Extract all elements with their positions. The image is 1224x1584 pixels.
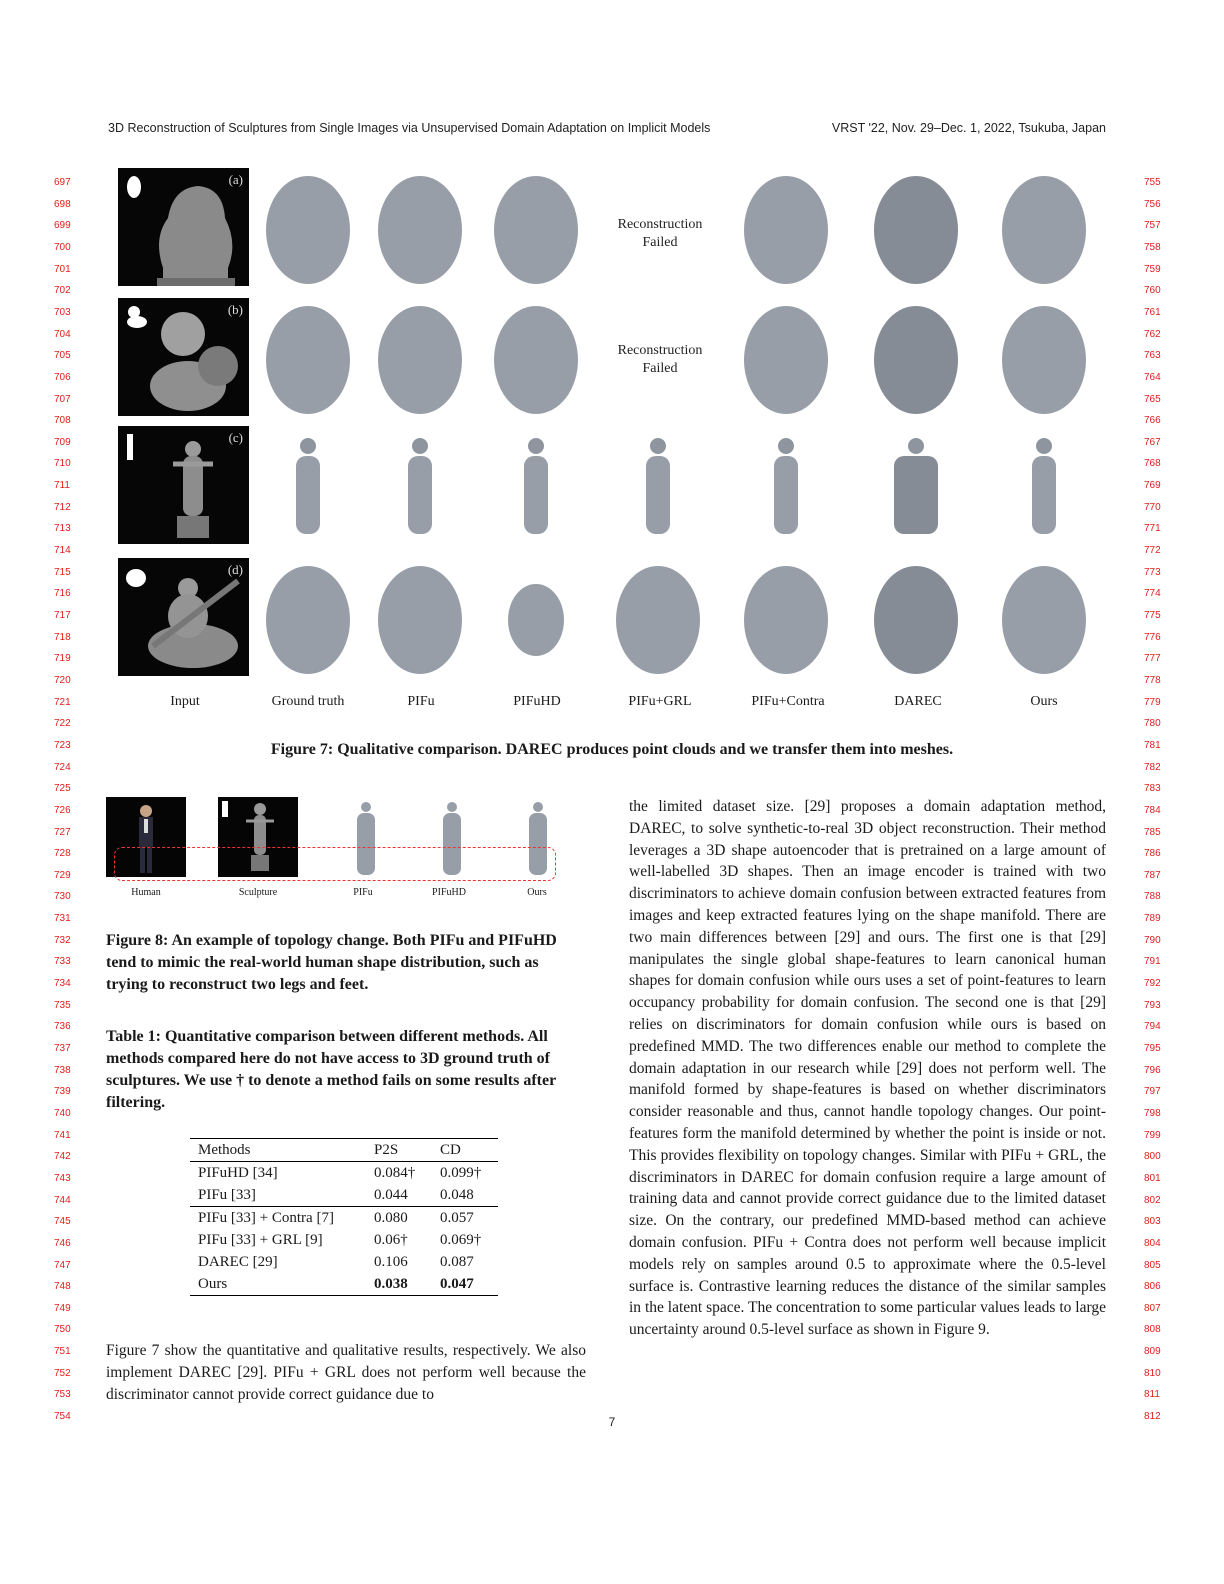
reconstruction-mesh	[744, 566, 828, 674]
line-number: 736	[54, 1021, 71, 1033]
line-number: 727	[54, 826, 71, 838]
line-number: 808	[1144, 1324, 1161, 1336]
reconstruction-mesh	[524, 438, 548, 534]
body-text-left: Figure 7 show the quantitative and qualitative results, respectively. We also implement DAREC [29]. PIFu + GRL does not perform well because the discriminator cannot provide correct guidance due to	[106, 1342, 586, 1403]
line-number: 751	[54, 1346, 71, 1358]
line-number: 777	[1144, 653, 1161, 665]
line-number: 798	[1144, 1107, 1161, 1119]
line-number: 724	[54, 761, 71, 773]
line-number: 742	[54, 1151, 71, 1163]
row-label-a: (a)	[228, 172, 243, 187]
line-number: 786	[1144, 848, 1161, 860]
line-number: 702	[54, 285, 71, 297]
line-number: 706	[54, 371, 71, 383]
line-number: 707	[54, 393, 71, 405]
line-number: 718	[54, 631, 71, 643]
failed-label-a: Reconstruction Failed	[617, 217, 703, 250]
line-number: 805	[1144, 1259, 1161, 1271]
running-header-venue: VRST '22, Nov. 29–Dec. 1, 2022, Tsukuba, Japan	[831, 121, 1106, 135]
reconstruction-mesh	[1002, 176, 1086, 284]
label-ours: Ours	[527, 887, 547, 898]
label-human: Human	[131, 887, 161, 898]
line-number: 762	[1144, 328, 1161, 340]
line-number: 699	[54, 220, 71, 232]
line-number: 719	[54, 653, 71, 665]
line-number: 750	[54, 1324, 71, 1336]
line-number: 746	[54, 1237, 71, 1249]
line-number: 767	[1144, 436, 1161, 448]
table-row: PIFu [33] + GRL [9] 0.06† 0.069†	[198, 1231, 482, 1248]
line-number: 765	[1144, 393, 1161, 405]
line-number: 721	[54, 696, 71, 708]
line-number: 745	[54, 1216, 71, 1228]
line-number: 713	[54, 523, 71, 535]
line-number: 731	[54, 913, 71, 925]
table-row: Ours 0.038 0.047	[190, 1273, 498, 1296]
line-number: 788	[1144, 891, 1161, 903]
line-number: 796	[1144, 1064, 1161, 1076]
line-number: 698	[54, 198, 71, 210]
figure-8-caption: Figure 8: An example of topology change. Both PIFu and PIFuHD tend to mimic the real-world human shape distribution, such as trying to reconstruct two legs and feet.	[106, 932, 557, 993]
line-number: 758	[1144, 241, 1161, 253]
line-number: 804	[1144, 1237, 1161, 1249]
line-number: 791	[1144, 956, 1161, 968]
line-number: 757	[1144, 220, 1161, 232]
failed-label-b: Reconstruction Failed	[617, 343, 703, 376]
reconstruction-mesh	[1032, 438, 1056, 534]
column-header-methods: Methods	[190, 1139, 366, 1162]
line-number: 764	[1144, 371, 1161, 383]
line-number: 807	[1144, 1302, 1161, 1314]
reconstruction-mesh	[744, 306, 828, 414]
line-number: 735	[54, 999, 71, 1011]
line-number: 743	[54, 1172, 71, 1184]
line-number: 716	[54, 588, 71, 600]
reconstruction-mesh	[894, 438, 938, 534]
line-number: 769	[1144, 480, 1161, 492]
table-row: PIFu [33] + Contra [7] 0.080 0.057	[190, 1207, 498, 1230]
line-number: 792	[1144, 978, 1161, 990]
reconstruction-mesh	[378, 306, 462, 414]
line-number: 709	[54, 436, 71, 448]
row-label-d: (d)	[227, 562, 243, 577]
line-number: 775	[1144, 610, 1161, 621]
reconstruction-mesh	[508, 584, 564, 656]
line-number: 733	[54, 956, 71, 968]
reconstruction-mesh	[646, 438, 670, 534]
line-number: 738	[54, 1064, 71, 1076]
line-number: 734	[54, 978, 71, 990]
line-number: 741	[54, 1129, 71, 1141]
line-number: 756	[1144, 198, 1161, 210]
reconstruction-mesh	[494, 306, 578, 414]
line-number: 778	[1144, 674, 1161, 686]
line-number: 801	[1144, 1172, 1161, 1184]
label-pifuhd: PIFuHD	[432, 887, 466, 898]
line-number: 812	[1144, 1411, 1161, 1423]
line-number: 797	[1144, 1086, 1161, 1098]
line-number: 809	[1144, 1346, 1161, 1358]
line-number: 771	[1144, 523, 1161, 535]
line-number: 730	[54, 891, 71, 903]
column-label-pifu-contra: PIFu+Contra	[751, 694, 825, 709]
line-number: 732	[54, 934, 71, 946]
row-label-c: (c)	[228, 430, 243, 445]
column-label-pifu-grl: PIFu+GRL	[628, 694, 692, 709]
line-number: 754	[54, 1411, 71, 1423]
reconstruction-mesh	[874, 176, 958, 284]
line-number: 806	[1144, 1281, 1161, 1293]
figure-7	[118, 168, 1103, 714]
line-number: 744	[54, 1194, 71, 1206]
reconstruction-mesh	[266, 176, 350, 284]
figure-7-caption: Figure 7: Qualitative comparison. DAREC produces point clouds and we transfer them into meshes.	[270, 741, 954, 758]
line-number: 753	[54, 1389, 71, 1401]
row-label-b: (b)	[227, 302, 243, 317]
line-number: 793	[1144, 999, 1161, 1011]
line-number: 789	[1144, 913, 1161, 925]
line-number: 701	[54, 263, 71, 275]
line-number: 802	[1144, 1194, 1161, 1206]
running-header-title: 3D Reconstruction of Sculptures from Single Images via Unsupervised Domain Adaptation on Implicit Models	[108, 121, 711, 135]
line-number: 712	[54, 501, 71, 513]
line-number: 717	[54, 610, 71, 621]
reconstruction-mesh	[774, 438, 798, 534]
line-number: 772	[1144, 545, 1161, 557]
reconstruction-mesh	[266, 566, 350, 674]
line-number: 714	[54, 545, 71, 557]
column-label-darec: DAREC	[894, 694, 942, 709]
line-number: 800	[1144, 1151, 1161, 1163]
reconstruction-mesh	[744, 176, 828, 284]
line-number: 737	[54, 1043, 71, 1054]
label-sculpture: Sculpture	[238, 887, 278, 898]
line-number: 763	[1144, 350, 1161, 362]
line-number: 740	[54, 1107, 71, 1119]
figure-8	[106, 797, 566, 907]
line-number: 773	[1144, 566, 1161, 578]
line-number: 779	[1144, 696, 1161, 708]
line-number: 770	[1144, 501, 1161, 513]
column-header-cd: CD	[432, 1139, 498, 1162]
line-number: 759	[1144, 263, 1161, 275]
table-row: DAREC [29] 0.106 0.087	[198, 1253, 474, 1270]
table-1	[190, 1138, 498, 1296]
line-number: 711	[54, 480, 70, 492]
table-row: PIFuHD [34] 0.084† 0.099†	[198, 1164, 482, 1181]
line-number: 782	[1144, 761, 1161, 773]
line-number: 760	[1144, 285, 1161, 297]
line-number: 703	[54, 306, 71, 318]
line-number: 787	[1144, 869, 1161, 881]
reconstruction-mesh	[1002, 566, 1086, 674]
line-number: 783	[1144, 783, 1161, 795]
body-text-right: the limited dataset size. [29] proposes a domain adaptation method, DAREC, to solve synthetic-to-real 3D object reconstruction. Their method leverages a 3D shape autoencoder that is pretrained on a large amount of well-labelled 3D shapes. Then an image encoder is trained with two discriminators to achieve domain confusion between extracted features from images and keep extracted features lying on the shape manifold. There are two main differences between [29] and ours. The first one is that [29] manipulates the single global shape-features to learn canonical human shapes for domain confusion while ours uses a set of point-features to learn occupancy probability for domain confusion. The second one is that [29] relies on discriminators for domain confusion while ours is based on predefined MMD. The two differences enable our method to complete the domain adaptation in our research while [29] does not perform well. The manifold formed by shape-features is based on whether discriminators consider reasonable and thus, cannot handle topology changes. Our point-features form the manifold determined by whether the point is inside or not. This provides flexibility on topology changes. Similar with PIFu + GRL, the discriminators in DAREC for domain confusion require a large amount of training data and cannot provide correct guidance due to the limited dataset size. On the contrary, our predefined MMD-based method can achieve domain confusion. PIFu + Contra does not perform well because implicit models rely on samples around 0.5 to approximate where the 0.5-level surface is. Contrastive learning reduces the distance of the similar samples in the latent space. The concentration to some particular values leads to large uncertainty around 0.5-level surface as shown in Figure 9.	[629, 798, 1106, 1339]
line-number: 704	[54, 328, 71, 340]
reconstruction-mesh	[266, 306, 350, 414]
column-header-p2s: P2S	[366, 1139, 432, 1162]
line-number: 752	[54, 1367, 71, 1379]
line-number: 729	[54, 869, 71, 881]
line-number: 747	[54, 1259, 71, 1271]
line-number: 785	[1144, 826, 1161, 838]
line-number: 715	[54, 566, 71, 578]
line-number: 708	[54, 415, 71, 427]
line-number: 784	[1144, 804, 1161, 816]
line-number: 761	[1144, 306, 1161, 318]
line-number: 811	[1144, 1389, 1160, 1401]
reconstruction-mesh	[378, 176, 462, 284]
label-pifu: PIFu	[353, 887, 373, 898]
reconstruction-mesh	[874, 306, 958, 414]
reconstruction-mesh	[296, 438, 320, 534]
line-number: 739	[54, 1086, 71, 1098]
line-number: 794	[1144, 1021, 1161, 1033]
reconstruction-mesh	[1002, 306, 1086, 414]
line-number: 799	[1144, 1129, 1161, 1141]
line-number: 780	[1144, 718, 1161, 730]
page-number: 7	[608, 1415, 616, 1429]
line-number: 720	[54, 674, 71, 686]
line-number: 722	[54, 718, 71, 730]
line-number: 803	[1144, 1216, 1161, 1228]
line-number: 766	[1144, 415, 1161, 427]
highlight-box	[114, 847, 556, 881]
line-number: 755	[1144, 177, 1161, 188]
line-number: 795	[1144, 1043, 1161, 1054]
column-label-pifuhd: PIFuHD	[513, 694, 561, 709]
line-number: 726	[54, 804, 71, 816]
line-number: 776	[1144, 631, 1161, 643]
line-number: 697	[54, 177, 71, 188]
reconstruction-mesh	[408, 438, 432, 534]
line-number: 728	[54, 848, 71, 860]
line-number: 748	[54, 1281, 71, 1293]
reconstruction-mesh	[494, 176, 578, 284]
line-number: 723	[54, 739, 71, 751]
column-label-ground-truth: Ground truth	[271, 694, 345, 709]
line-number: 705	[54, 350, 71, 362]
line-number: 725	[54, 783, 71, 795]
line-number: 749	[54, 1302, 71, 1314]
line-number: 700	[54, 241, 71, 253]
column-label-ours: Ours	[1030, 694, 1058, 709]
line-number: 774	[1144, 588, 1161, 600]
table-row: PIFu [33] 0.044 0.048	[198, 1186, 474, 1203]
line-number: 781	[1144, 739, 1161, 751]
line-number: 710	[54, 458, 71, 470]
line-number: 790	[1144, 934, 1161, 946]
line-number: 810	[1144, 1367, 1161, 1379]
reconstruction-mesh	[616, 566, 700, 674]
column-label-pifu: PIFu	[407, 694, 435, 709]
reconstruction-mesh	[874, 566, 958, 674]
table-1-caption: Table 1: Quantitative comparison between different methods. All methods compared here do not have access to 3D ground truth of sculptures. We use † to denote a method fails on some results after filtering.	[106, 1028, 556, 1111]
column-label-input: Input	[170, 694, 200, 709]
line-number: 768	[1144, 458, 1161, 470]
reconstruction-mesh	[378, 566, 462, 674]
